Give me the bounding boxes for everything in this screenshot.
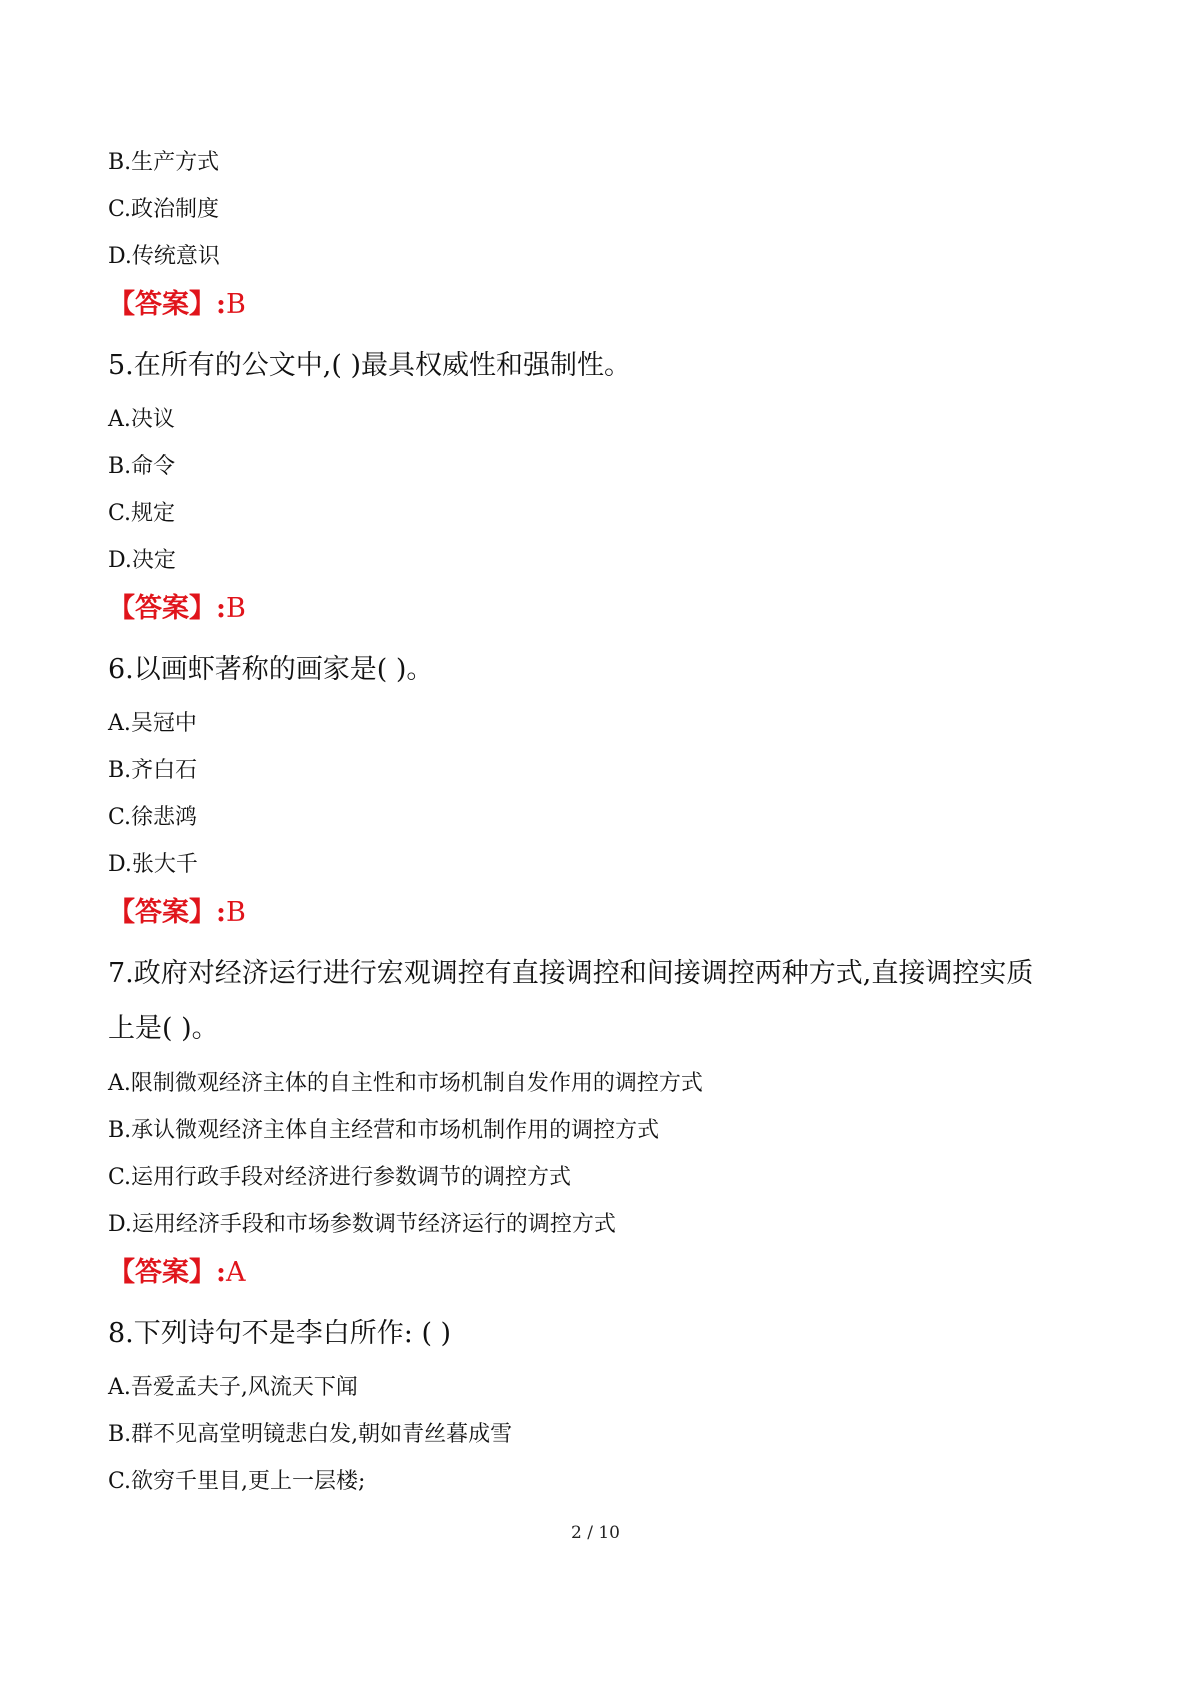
q7-option-b: B.承认微观经济主体自主经营和市场机制作用的调控方式	[108, 1118, 660, 1143]
q5-option-c: C.规定	[108, 501, 176, 526]
q5-option-b: B.命令	[108, 454, 176, 479]
q7-option-d: D.运用经济手段和市场参数调节经济运行的调控方式	[108, 1212, 616, 1237]
answer-label: 【答案】:	[108, 593, 226, 624]
q7-option-c: C.运用行政手段对经济进行参数调节的调控方式	[108, 1165, 572, 1190]
q7-question-line2: 上是( )。	[108, 1013, 219, 1044]
q5-option-d: D.决定	[108, 548, 176, 573]
q4-option-d: D.传统意识	[108, 244, 220, 269]
q4-option-b: B.生产方式	[108, 150, 220, 175]
page-number: 2 / 10	[571, 1523, 620, 1543]
q7-question-line1: 7.政府对经济运行进行宏观调控有直接调控和间接调控两种方式,直接调控实质	[108, 958, 1034, 989]
q5-question: 5.在所有的公文中,( )最具权威性和强制性。	[108, 350, 631, 381]
q4-option-c: C.政治制度	[108, 197, 220, 222]
q6-option-d: D.张大千	[108, 852, 198, 877]
q5-answer	[108, 586, 246, 625]
q6-answer	[108, 890, 246, 929]
q7-answer	[108, 1250, 245, 1289]
q6-question: 6.以画虾著称的画家是( )。	[108, 654, 434, 685]
answer-label: 【答案】:	[108, 897, 226, 928]
q8-option-a: A.吾爱孟夫子,风流天下闻	[108, 1375, 358, 1400]
answer-value: A	[225, 1257, 246, 1288]
q6-option-a: A.吴冠中	[108, 711, 197, 736]
q8-option-c: C.欲穷千里目,更上一层楼;	[108, 1469, 366, 1494]
q4-answer	[108, 282, 246, 321]
q6-option-c: C.徐悲鸿	[108, 805, 198, 830]
answer-label: 【答案】:	[108, 289, 226, 320]
answer-value: B	[225, 593, 246, 624]
answer-value: B	[225, 897, 246, 928]
q7-option-a: A.限制微观经济主体的自主性和市场机制自发作用的调控方式	[108, 1071, 703, 1096]
q5-option-a: A.决议	[108, 407, 175, 432]
answer-value: B	[225, 289, 246, 320]
answer-label: 【答案】:	[108, 1257, 226, 1288]
q8-option-b: B.群不见高堂明镜悲白发,朝如青丝暮成雪	[108, 1422, 513, 1447]
q8-question: 8.下列诗句不是李白所作: ( )	[108, 1318, 452, 1349]
q6-option-b: B.齐白石	[108, 758, 198, 783]
